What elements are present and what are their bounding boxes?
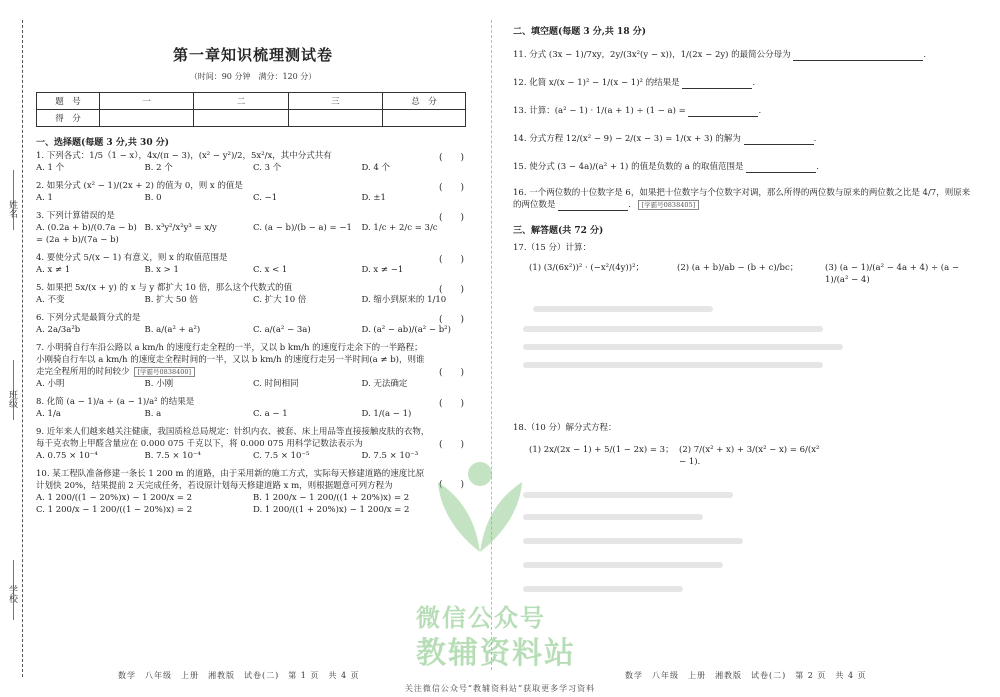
answer-paren[interactable]: ( ) [438, 480, 464, 490]
question-tag: [学霸号0838400] [134, 367, 196, 377]
options [36, 324, 470, 336]
option-d: D. 7.5 × 10⁻³ [361, 451, 419, 461]
question-12: 12. 化简 x/(x − 1)² − 1/(x − 1)² 的结果是 . [513, 78, 756, 88]
option-d: D. x ≠ −1 [361, 265, 404, 275]
option-c: C. 扩大 10 倍 [253, 295, 307, 305]
options [36, 222, 470, 246]
option-a: A. x ≠ 1 [36, 265, 71, 275]
q18-part-1: (1) 2x/(2x − 1) + 5/(1 − 2x) = 3； [529, 445, 674, 455]
question-text: 6. 下列分式是最简分式的是 [36, 313, 141, 323]
score-cell[interactable] [383, 110, 466, 127]
answer-paren[interactable]: ( ) [438, 285, 464, 295]
question-body: 7. 小明骑自行车沿公路以 a km/h 的速度行走全程的一半，又以 b km/h 的速度行走余下的一半路程；小刚骑自行车以 a km/h 的速度走全程时间的一半，又以 b km/h 的速度行走另一半时间(a ≠ b)，则谁走完全程所用的时间较少 [36, 343, 425, 377]
option-c: C. 3 个 [253, 163, 282, 173]
options [36, 192, 470, 204]
question-6 [36, 312, 470, 336]
binding-sidebar [0, 0, 28, 697]
score-col-total: 总 分 [383, 93, 466, 110]
question-text: 11. 分式 (3x − 1)/7xy，2y/(3x²(y − x))，1/(2x − 2y) 的最简公分母为 [513, 50, 791, 60]
options [36, 450, 470, 462]
question-13: 13. 计算：(a² − 1) · 1/(a + 1) ÷ (1 − a) = . [513, 106, 762, 116]
question-text: 15. 使分式 (3 − 4a)/(a² + 1) 的值是负数的 a 的取值范围是 [513, 162, 744, 172]
option-d: D. 缩小到原来的 1/10 [361, 295, 447, 305]
answer-paren[interactable]: ( ) [438, 213, 464, 223]
question-3 [36, 210, 470, 246]
question-11: 11. 分式 (3x − 1)/7xy，2y/(3x²(y − x))，1/(2x − 2y) 的最简公分母为 . [513, 50, 927, 60]
question-17-title: 17.（15 分）计算： [513, 243, 592, 253]
page-title: 第一章知识梳理测试卷 [172, 46, 333, 64]
question-2 [36, 180, 470, 204]
answer-blank[interactable] [682, 79, 752, 89]
answer-paren[interactable]: ( ) [438, 315, 464, 325]
question-7 [36, 342, 470, 390]
watermark-logo-icon [420, 452, 540, 562]
option-a: A. 1 [36, 193, 53, 203]
faint-writing [523, 586, 683, 592]
question-text: 14. 分式方程 12/(x² − 9) − 2/(x − 3) = 1/(x + 3) 的解为 [513, 134, 741, 144]
question-17-parts [513, 262, 973, 286]
question-10 [36, 468, 470, 516]
option-a: A. (0.2a + b)/(0.7a − b) = (2a + b)/(7a − b) [36, 223, 137, 245]
answer-paren[interactable]: ( ) [438, 153, 464, 163]
option-b: B. x³y²/x²y³ = x/y [144, 223, 217, 233]
option-b: B. 扩大 50 倍 [144, 295, 198, 305]
question-text [36, 342, 470, 378]
option-c: C. (a − b)/(b − a) = −1 [253, 223, 352, 233]
question-text: 2. 如果分式 (x² − 1)/(2x + 2) 的值为 0，则 x 的值是 [36, 181, 243, 191]
option-c: C. 时间相同 [253, 379, 299, 389]
option-c: C. a/(a² − 3a) [253, 325, 311, 335]
answer-paren[interactable]: ( ) [438, 255, 464, 265]
question-14: 14. 分式方程 12/(x² − 9) − 2/(x − 3) = 1/(x + 3) 的解为 . [513, 134, 817, 144]
question-18-parts [513, 444, 829, 468]
option-a: A. 0.75 × 10⁻⁴ [36, 451, 98, 461]
left-page [36, 20, 470, 670]
question-text: 12. 化简 x/(x − 1)² − 1/(x − 1)² 的结果是 [513, 78, 680, 88]
bottom-note: 关注微信公众号“教辅资料站”获取更多学习资料 [404, 684, 596, 693]
q18-part-2: (2) 7/(x² + x) + 3/(x² − x) = 6/(x² − 1). [679, 445, 820, 467]
question-text: 1. 下列各式：1/5（1 − x），4x/(π − 3)，(x² − y²)/2，5x²/x，其中分式共有 [36, 151, 332, 161]
answer-paren[interactable]: ( ) [438, 183, 464, 193]
question-4 [36, 252, 470, 276]
option-b: B. 2 个 [144, 163, 173, 173]
faint-writing [533, 306, 713, 312]
score-row-label: 得 分 [37, 110, 100, 127]
option-c: C. 7.5 × 10⁻⁵ [253, 451, 310, 461]
option-a: A. 小明 [36, 379, 65, 389]
answer-blank[interactable] [688, 107, 758, 117]
answer-blank[interactable] [558, 201, 628, 211]
section-title: 三、解答题(共 72 分) [513, 226, 604, 236]
question-text: 5. 如果把 5x/(x + y) 的 x 与 y 都扩大 10 倍，那么这个代数式的值 [36, 283, 293, 293]
class-label: 班级 [7, 390, 17, 408]
option-a: A. 1 个 [36, 163, 65, 173]
options [36, 264, 470, 276]
score-cell[interactable] [100, 110, 194, 127]
options [36, 162, 470, 174]
name-label: 姓名 [7, 200, 17, 218]
answer-blank[interactable] [746, 163, 816, 173]
question-text: 13. 计算：(a² − 1) · 1/(a + 1) ÷ (1 − a) = [513, 106, 686, 116]
option-d: D. 1 200/((1 + 20%)x) − 1 200/x = 2 [253, 505, 410, 515]
question-9 [36, 426, 470, 462]
question-8 [36, 396, 470, 420]
question-text: 10. 某工程队准备修建一条长 1 200 m 的道路，由于采用新的施工方式，实际每天修建道路的速度比原计划快 20%，结果提前 2 天完成任务，若设原计划每天修建道路 x m，则根据题意可列方程为 [36, 469, 425, 491]
answer-blank[interactable] [744, 135, 814, 145]
answer-area-18[interactable] [513, 468, 973, 618]
faint-writing [523, 326, 823, 332]
question-5 [36, 282, 470, 306]
option-c: C. −1 [253, 193, 278, 203]
faint-writing [523, 514, 703, 520]
question-text: 8. 化简 (a − 1)/a ÷ (a − 1)/a² 的结果是 [36, 397, 195, 407]
option-b: B. x > 1 [144, 265, 179, 275]
binding-line [22, 20, 23, 677]
q17-part-3: (3) (a − 1)/(a² − 4a + 4) ÷ (a − 1)/(a² − 4) [825, 263, 960, 285]
option-d: D. 1/c + 2/c = 3/c [361, 223, 438, 233]
options [36, 378, 470, 390]
option-b: B. a/(a² + a²) [144, 325, 201, 335]
faint-writing [523, 492, 733, 498]
option-b: B. 7.5 × 10⁻⁴ [144, 451, 201, 461]
answer-blank[interactable] [793, 51, 923, 61]
option-d: D. 无法确定 [361, 379, 408, 389]
watermark-line-1: 微信公众号 [416, 604, 546, 632]
options [36, 504, 470, 516]
option-a: A. 2a/3a²b [36, 325, 81, 335]
faint-writing [523, 538, 743, 544]
answer-paren[interactable]: ( ) [438, 440, 464, 450]
faint-writing [523, 562, 723, 568]
options [36, 408, 470, 420]
question-text: 4. 要使分式 5/(x − 1) 有意义，则 x 的取值范围是 [36, 253, 228, 263]
option-a: A. 1/a [36, 409, 61, 419]
option-b: B. 1 200/x − 1 200/((1 + 20%)x) = 2 [253, 493, 410, 503]
question-text: 3. 下列计算错误的是 [36, 211, 115, 221]
school-label: 学校 [7, 585, 17, 603]
option-c: C. a − 1 [253, 409, 288, 419]
option-a: A. 不变 [36, 295, 65, 305]
section-title: 一、选择题(每题 3 分,共 30 分) [36, 138, 169, 148]
score-cell[interactable] [194, 110, 288, 127]
options [36, 492, 470, 504]
question-1 [36, 150, 470, 174]
option-d: D. 1/(a − 1) [361, 409, 412, 419]
option-b: B. a [144, 409, 162, 419]
option-c: C. x < 1 [253, 265, 288, 275]
section-title: 二、填空题(每题 3 分,共 18 分) [513, 27, 646, 37]
footer-right: 数学 八年级 上册 湘教版 试卷(二) 第 2 页 共 4 页 [625, 671, 867, 680]
option-b: B. 0 [144, 193, 162, 203]
score-cell[interactable] [288, 110, 382, 127]
right-page [513, 24, 973, 674]
question-text: 16. 一个两位数的十位数字是 6，如果把十位数字与个位数字对调，那么所得的两位数与原来的两位数之比是 4/7，则原来的两位数是 [513, 188, 971, 210]
question-16: 16. 一个两位数的十位数字是 6，如果把十位数字与个位数字对调，那么所得的两位数与原来的两位数之比是 4/7，则原来的两位数是 . [学霸号0838405] [513, 188, 971, 210]
score-col-1: 一 [100, 93, 194, 110]
answer-paren[interactable]: ( ) [438, 399, 464, 409]
page-fold [491, 20, 492, 670]
q17-part-1: (1) (3/(6x²))² · (−x²/(4y))²； [529, 263, 644, 273]
answer-area-17[interactable] [513, 286, 973, 396]
exam-info: （时间：90 分钟 满分：120 分） [189, 72, 317, 81]
option-a: A. 1 200/((1 − 20%)x) − 1 200/x = 2 [36, 493, 193, 503]
option-d: D. ±1 [361, 193, 386, 203]
score-col-2: 二 [194, 93, 288, 110]
question-15: 15. 使分式 (3 − 4a)/(a² + 1) 的值是负数的 a 的取值范围是 . [513, 162, 819, 172]
option-d: D. 4 个 [361, 163, 391, 173]
score-header-label: 题 号 [37, 93, 100, 110]
answer-paren[interactable]: ( ) [438, 368, 464, 378]
option-d: D. (a² − ab)/(a² − b²) [361, 325, 451, 335]
option-c: C. 1 200/x − 1 200/((1 − 20%)x) = 2 [36, 505, 193, 515]
question-tag: [学霸号0838405] [638, 200, 700, 210]
faint-writing [523, 344, 843, 350]
faint-writing [523, 362, 823, 368]
footer-left: 数学 八年级 上册 湘教版 试卷(二) 第 1 页 共 4 页 [118, 671, 360, 680]
question-18-title: 18.（10 分）解分式方程： [513, 423, 617, 433]
question-text: 9. 近年来人们越来越关注健康，我国质检总局规定：针织内衣、被套、床上用品等直接接触皮肤的衣物，每千克衣物上甲醛含量应在 0.000 075 千克以下，将 0.000 075 用科学记数法表示为 [36, 427, 430, 449]
option-b: B. 小刚 [144, 379, 174, 389]
options [36, 294, 470, 306]
q17-part-2: (2) (a + b)/ab − (b + c)/bc； [677, 263, 799, 273]
score-col-3: 三 [288, 93, 382, 110]
watermark-line-2: 教辅资料站 [416, 636, 576, 671]
score-table [36, 92, 466, 127]
